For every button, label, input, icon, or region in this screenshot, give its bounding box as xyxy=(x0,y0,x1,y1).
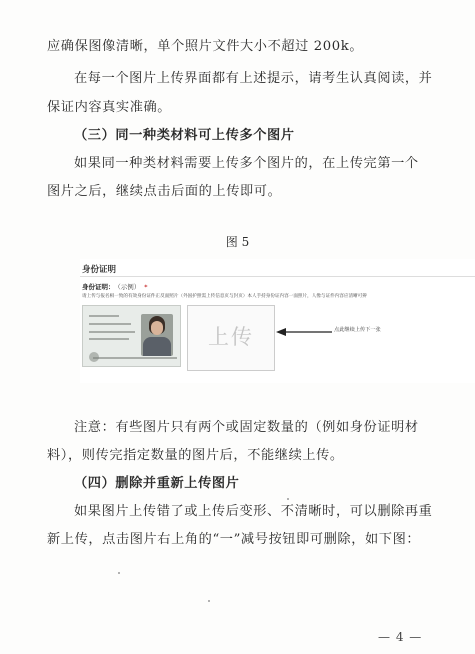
field-label-text: 身份证明： xyxy=(82,283,115,291)
upload-hint: 请上传与报名相一致的有效身份证件正反面照片（外国护照需上传信息页与封页）本人手持身份证内容一面照片，人像与证件内容应清晰可辨 xyxy=(82,294,367,299)
scan-speck xyxy=(287,498,289,500)
paragraph-line: 新上传，点击图片右上角的“一”减号按钮即可删除，如下图： xyxy=(47,532,421,547)
paragraph-line: 在每一个图片上传界面都有上述提示，请考生认真阅读，并 xyxy=(74,71,433,86)
card-text-line xyxy=(89,338,129,340)
card-emblem xyxy=(89,352,99,362)
figure-title: 身份证明 xyxy=(82,265,117,275)
id-card-thumbnail[interactable] xyxy=(82,305,181,367)
figure-caption: 图 5 xyxy=(225,235,250,249)
card-text-line xyxy=(89,315,119,317)
paragraph-line: 图片之后，继续点击后面的上传即可。 xyxy=(47,184,282,199)
card-text-line xyxy=(93,357,177,359)
page-number: — 4 — xyxy=(378,630,423,644)
portrait-body xyxy=(143,337,171,356)
section-heading: （三）同一种类材料可上传多个图片 xyxy=(74,128,295,143)
divider xyxy=(80,276,475,277)
field-label xyxy=(82,282,148,291)
paragraph-line: 应确保图像清晰，单个照片文件大小不超过 200k。 xyxy=(47,39,364,54)
paragraph-line: 料），则传完指定数量的图片后，不能继续上传。 xyxy=(47,448,344,463)
card-text-line xyxy=(89,323,131,325)
scan-speck xyxy=(118,572,120,574)
paragraph-line: 注意：有些图片只有两个或固定数量的（例如身份证明材 xyxy=(74,420,419,435)
section-heading: （四）删除并重新上传图片 xyxy=(74,476,240,491)
upload-button[interactable] xyxy=(187,305,275,371)
scan-speck xyxy=(208,600,210,602)
paragraph-line: 保证内容真实准确。 xyxy=(47,100,172,115)
upload-screenshot-figure xyxy=(80,259,475,383)
arrow-annotation: 点此继续上传下一张 xyxy=(334,327,381,333)
sample-link[interactable]: （示例） xyxy=(117,283,141,291)
arrow-icon xyxy=(276,327,334,337)
required-mark: * xyxy=(144,283,148,291)
paragraph-line: 如果同一种类材料需要上传多个图片的，在上传完第一个 xyxy=(74,156,419,171)
paragraph-line: 如果图片上传错了或上传后变形、不清晰时，可以删除再重 xyxy=(74,504,433,519)
portrait-face xyxy=(151,321,163,335)
card-text-line xyxy=(89,331,135,333)
upload-label: 上传 xyxy=(208,325,254,349)
